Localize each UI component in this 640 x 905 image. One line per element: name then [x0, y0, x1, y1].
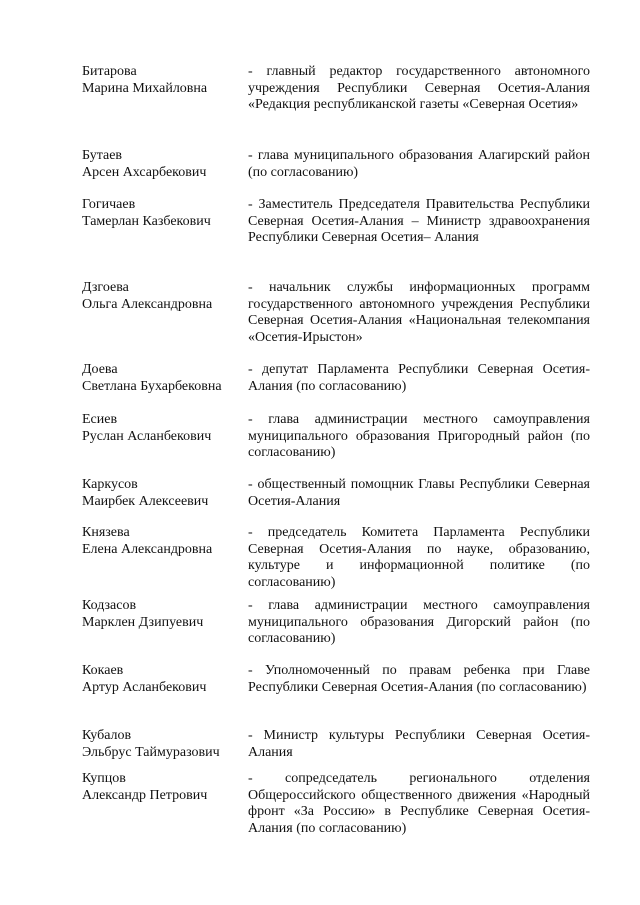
member-given-name: Светлана Бухарбековна [82, 378, 222, 394]
member-role: - общественный помощник Главы Республики Северная Осетия-Алания [248, 477, 590, 509]
member-role: - глава администрации местного самоуправления муниципального образования Дигорский район (по согласованию) [248, 598, 590, 646]
member-surname: Битарова [82, 64, 137, 79]
member-name [82, 64, 247, 97]
member-given-name: Тамерлан Казбекович [82, 213, 211, 229]
member-surname: Кубалов [82, 728, 132, 743]
member-surname: Кокаев [82, 663, 124, 678]
member-name [82, 663, 247, 696]
member-name [82, 771, 247, 804]
member-role: - глава администрации местного самоуправления муниципального образования Пригородный район (по согласованию) [248, 412, 590, 460]
member-surname: Кодзасов [82, 598, 137, 613]
member-name [82, 362, 247, 395]
member-given-name: Руслан Асланбекович [82, 428, 212, 444]
member-name [82, 728, 247, 761]
member-name [82, 280, 247, 313]
member-name [82, 412, 247, 445]
member-surname: Гогичаев [82, 197, 136, 212]
member-role: - начальник службы информационных программ государственного автономного учреждения Республики Северная Осетия-Алания «Национальная телекомпания «Осетия-Ирыстон» [248, 280, 590, 345]
member-surname: Купцов [82, 771, 126, 786]
member-given-name: Артур Асланбекович [82, 679, 207, 695]
member-role: - сопредседатель регионального отделения Общероссийского общественного движения «Народный фронт «За Россию» в Республике Северная Осетия-Алания (по согласованию) [248, 771, 590, 836]
member-role: - Заместитель Председателя Правительства Республики Северная Осетия-Алания – Министр здравоохранения Республики Северная Осетия– Алания [248, 197, 590, 245]
member-surname: Каркусов [82, 477, 138, 492]
member-role: - председатель Комитета Парламента Республики Северная Осетия-Алания по науке, образованию, культуре и информационной политике (по согласованию) [248, 525, 590, 590]
member-role: - депутат Парламента Республики Северная Осетия-Алания (по согласованию) [248, 362, 590, 394]
member-surname: Князева [82, 525, 130, 540]
member-surname: Бутаев [82, 148, 123, 163]
member-role: - Министр культуры Республики Северная Осетия-Алания [248, 728, 590, 760]
member-role: - главный редактор государственного автономного учреждения Республики Северная Осетия-Алания «Редакция республиканской газеты «Северная Осетия» [248, 64, 590, 112]
member-name [82, 148, 247, 181]
member-given-name: Александр Петрович [82, 787, 208, 803]
member-role: - Уполномоченный по правам ребенка при Главе Республики Северная Осетия-Алания (по согласованию) [248, 663, 590, 695]
member-surname: Дзгоева [82, 280, 129, 295]
member-role: - глава муниципального образования Алагирский район (по согласованию) [248, 148, 590, 180]
member-surname: Доева [82, 362, 118, 377]
member-surname: Есиев [82, 412, 118, 427]
member-name [82, 525, 247, 558]
member-name [82, 598, 247, 631]
member-given-name: Марклен Дзипуевич [82, 614, 204, 630]
member-name [82, 197, 247, 230]
member-given-name: Елена Александровна [82, 541, 213, 557]
member-given-name: Ольга Александровна [82, 296, 213, 312]
member-given-name: Маирбек Алексеевич [82, 493, 209, 509]
member-given-name: Марина Михайловна [82, 80, 208, 96]
member-name [82, 477, 247, 510]
member-given-name: Эльбрус Таймуразович [82, 744, 220, 760]
member-given-name: Арсен Ахсарбекович [82, 164, 207, 180]
